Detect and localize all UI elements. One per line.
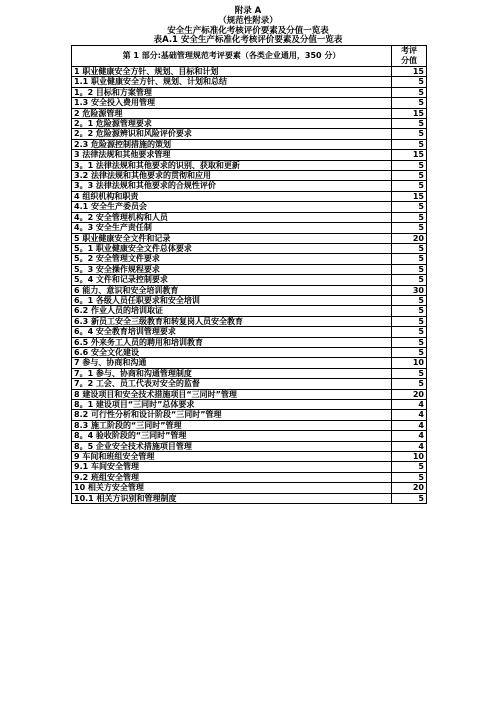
row-label: 1 职业健康安全方针、规划、目标和计划 xyxy=(72,67,392,77)
row-label: 4.1 安全生产委员会 xyxy=(72,202,392,212)
section-row xyxy=(72,452,427,462)
row-label: 6。4 安全教育培训管理要求 xyxy=(72,327,392,337)
row-score: 5 xyxy=(392,275,427,285)
item-row xyxy=(72,337,427,347)
row-score: 5 xyxy=(392,160,427,170)
row-score: 5 xyxy=(392,472,427,482)
row-label: 9.2 班组安全管理 xyxy=(72,472,392,482)
row-score: 5 xyxy=(392,139,427,149)
row-label: 6 能力、意识和安全培训教育 xyxy=(72,285,392,295)
row-label: 5。4 文件和记录控制要求 xyxy=(72,275,392,285)
row-score: 5 xyxy=(392,223,427,233)
row-label: 4。3 安全生产责任制 xyxy=(72,223,392,233)
row-score: 15 xyxy=(392,150,427,160)
row-score: 5 xyxy=(392,243,427,253)
row-score: 5 xyxy=(392,347,427,357)
row-score: 4 xyxy=(392,431,427,441)
row-label: 10 相关方安全管理 xyxy=(72,483,392,493)
row-score: 4 xyxy=(392,420,427,430)
item-row xyxy=(72,472,427,482)
header-score-line2: 分值 xyxy=(392,56,427,67)
row-label: 2.3 危险源控制措施的策划 xyxy=(72,139,392,149)
item-row xyxy=(72,77,427,87)
appendix-title: 附录 A xyxy=(234,6,262,16)
row-score: 5 xyxy=(392,181,427,191)
section-row xyxy=(72,389,427,399)
item-row xyxy=(72,431,427,441)
row-label: 10.1 相关方识别和管理制度 xyxy=(72,493,392,503)
section-row xyxy=(72,358,427,368)
row-label: 9 车间和班组安全管理 xyxy=(72,452,392,462)
item-row xyxy=(72,379,427,389)
item-row xyxy=(72,129,427,139)
item-row xyxy=(72,223,427,233)
item-row xyxy=(72,87,427,97)
item-row xyxy=(72,275,427,285)
header-score-line1: 考评 xyxy=(392,46,427,57)
item-row xyxy=(72,202,427,212)
row-label: 6.6 安全文化建设 xyxy=(72,347,392,357)
row-score: 15 xyxy=(392,108,427,118)
row-label: 4 组织机构和职责 xyxy=(72,191,392,201)
row-label: 6.3 新员工安全三级教育和转复岗人员安全教育 xyxy=(72,316,392,326)
row-label: 3。1 法律法规和其他要求的识别、获取和更新 xyxy=(72,160,392,170)
row-score: 5 xyxy=(392,171,427,181)
row-label: 5 职业健康安全文件和记录 xyxy=(72,233,392,243)
row-label: 8 建设项目和安全技术措施项目“三同时”管理 xyxy=(72,389,392,399)
row-score: 5 xyxy=(392,379,427,389)
item-row xyxy=(72,400,427,410)
item-row xyxy=(72,410,427,420)
row-label: 5。1 职业健康安全文件总体要求 xyxy=(72,243,392,253)
row-score: 5 xyxy=(392,212,427,222)
row-label: 8。1 建设项目“三同时”总体要求 xyxy=(72,400,392,410)
row-score: 20 xyxy=(392,233,427,243)
section-row xyxy=(72,191,427,201)
item-row xyxy=(72,243,427,253)
normative-note: （规范性附录） xyxy=(218,16,278,26)
row-label: 7。1 参与、协商和沟通管理制度 xyxy=(72,368,392,378)
row-label: 1.1 职业健康安全方针、规划、计划和总结 xyxy=(72,77,392,87)
row-score: 5 xyxy=(392,306,427,316)
row-label: 6.5 外来务工人员的聘用和培训教育 xyxy=(72,337,392,347)
item-row xyxy=(72,119,427,129)
row-label: 1。2 目标和方案管理 xyxy=(72,87,392,97)
table-body xyxy=(72,67,427,504)
row-score: 5 xyxy=(392,87,427,97)
row-label: 2。2 危险源辨识和风险评价要求 xyxy=(72,129,392,139)
row-score: 4 xyxy=(392,410,427,420)
row-score: 5 xyxy=(392,119,427,129)
row-label: 2。1 危险源管理要求 xyxy=(72,119,392,129)
item-row xyxy=(72,212,427,222)
header-item: 第 1 部分:基础管理规范考评要素（各类企业通用，350 分） xyxy=(72,46,392,67)
item-row xyxy=(72,160,427,170)
row-label: 4。2 安全管理机构和人员 xyxy=(72,212,392,222)
item-row xyxy=(72,264,427,274)
row-score: 5 xyxy=(392,462,427,472)
item-row xyxy=(72,139,427,149)
row-label: 6.2 作业人员的培训取证 xyxy=(72,306,392,316)
row-label: 9.1 车间安全管理 xyxy=(72,462,392,472)
row-label: 3。3 法律法规和其他要求的合规性评价 xyxy=(72,181,392,191)
row-score: 5 xyxy=(392,77,427,87)
row-label: 3 法律法规和其他要求管理 xyxy=(72,150,392,160)
section-row xyxy=(72,67,427,77)
item-row xyxy=(72,327,427,337)
row-score: 5 xyxy=(392,493,427,503)
row-score: 20 xyxy=(392,483,427,493)
section-row xyxy=(72,233,427,243)
item-row xyxy=(72,254,427,264)
row-label: 5。2 安全管理文件要求 xyxy=(72,254,392,264)
item-row xyxy=(72,98,427,108)
item-row xyxy=(72,171,427,181)
evaluation-table xyxy=(71,45,427,504)
row-score: 5 xyxy=(392,254,427,264)
row-score: 5 xyxy=(392,368,427,378)
table-caption: 表A.1 安全生产标准化考核评价要素及分值一览表 xyxy=(153,35,343,45)
row-label: 3.2 法律法规和其他要求的贯彻和应用 xyxy=(72,171,392,181)
item-row xyxy=(72,316,427,326)
item-row xyxy=(72,420,427,430)
item-row xyxy=(72,368,427,378)
row-score: 5 xyxy=(392,264,427,274)
section-row xyxy=(72,150,427,160)
row-label: 7。2 工会、员工代表对安全的监督 xyxy=(72,379,392,389)
row-score: 30 xyxy=(392,285,427,295)
row-score: 20 xyxy=(392,389,427,399)
row-score: 5 xyxy=(392,295,427,305)
row-label: 5。3 安全操作规程要求 xyxy=(72,264,392,274)
row-label: 6。1 各级人员任职要求和安全培训 xyxy=(72,295,392,305)
item-row xyxy=(72,295,427,305)
row-label: 8.3 施工阶段的“三同时”管理 xyxy=(72,420,392,430)
row-score: 5 xyxy=(392,327,427,337)
row-label: 8。4 验收阶段的“三同时”管理 xyxy=(72,431,392,441)
section-row xyxy=(72,483,427,493)
row-score: 10 xyxy=(392,452,427,462)
row-score: 15 xyxy=(392,67,427,77)
row-score: 5 xyxy=(392,98,427,108)
item-row xyxy=(72,347,427,357)
row-label: 8.2 可行性分析和设计阶段“三同时”管理 xyxy=(72,410,392,420)
section-row xyxy=(72,285,427,295)
row-label: 7 参与、协商和沟通 xyxy=(72,358,392,368)
item-row xyxy=(72,441,427,451)
item-row xyxy=(72,306,427,316)
row-label: 2 危险源管理 xyxy=(72,108,392,118)
row-score: 4 xyxy=(392,441,427,451)
row-label: 1.3 安全投入费用管理 xyxy=(72,98,392,108)
item-row xyxy=(72,493,427,503)
row-score: 5 xyxy=(392,337,427,347)
row-score: 15 xyxy=(392,191,427,201)
item-row xyxy=(72,462,427,472)
row-score: 5 xyxy=(392,202,427,212)
row-score: 4 xyxy=(392,400,427,410)
section-row xyxy=(72,108,427,118)
row-score: 5 xyxy=(392,316,427,326)
row-score: 10 xyxy=(392,358,427,368)
row-score: 5 xyxy=(392,129,427,139)
document-title: 安全生产标准化考核评价要素及分值一览表 xyxy=(167,26,329,36)
item-row xyxy=(72,181,427,191)
row-label: 8。5 企业安全技术措施项目管理 xyxy=(72,441,392,451)
